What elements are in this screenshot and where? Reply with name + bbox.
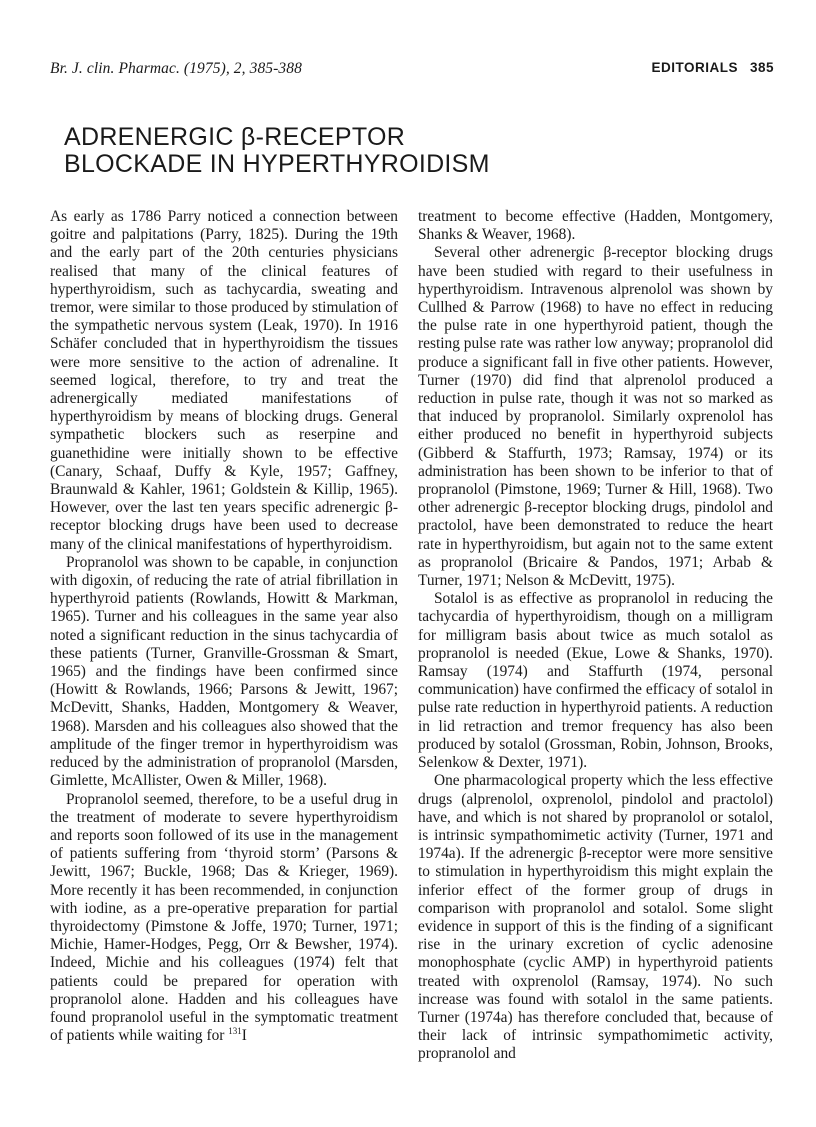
- section-label: EDITORIALS: [651, 60, 738, 75]
- paragraph: Several other adrenergic β-receptor blocking drugs have been studied with regard to their usefulness in hyperthyroidism. Intravenous alprenolol was shown by Cullhed & Parrow (1968) to have no effect in reducing the pulse rate in one hyperthyroid patient, though the resting pulse rate was rather low anyway; propranolol did produce a significant fall in five other patients. However, Turner (1970) did find that alprenolol produced a reduction in pulse rate, though it was not so marked as that induced by propranolol. Similarly oxprenolol has either produced no benefit in hyperthyroid subjects (Gibberd & Staffurth, 1973; Ramsay, 1974) or its administration has been shown to be inferior to that of propranolol (Pimstone, 1969; Turner & Hill, 1968). Two other adrenergic β-receptor blocking drugs, pindolol and practolol, have been demonstrated to reduce the heart rate in hyperthyroidism, but again not to the same extent as propranolol (Bricaire & Pandos, 1971; Arbab & Turner, 1971; Nelson & McDevitt, 1975).: [418, 244, 773, 590]
- paragraph: Propranolol was shown to be capable, in conjunction with digoxin, of reducing the rate of atrial fibrillation in hyperthyroid patients (Rowlands, Howitt & Markman, 1965). Turner and his colleagues in the same year also noted a significant reduction in the sinus tachycardia of these patients (Turner, Granville-Grossman & Smart, 1965) and the findings have been confirmed since (Howitt & Rowlands, 1966; Parsons & Jewitt, 1967; McDevitt, Shanks, Hadden, Montgomery & Weaver, 1968). Marsden and his colleagues also showed that the amplitude of the finger tremor in hyperthyroidism was reduced by the administration of propranolol (Marsden, Gimlette, McAllister, Owen & Miller, 1968).: [50, 553, 398, 790]
- paragraph: [50, 791, 398, 1046]
- page-number: 385: [749, 60, 774, 75]
- running-header: [651, 60, 774, 75]
- article-title: [64, 124, 490, 178]
- paragraph-continuation: treatment to become effective (Hadden, Montgomery, Shanks & Weaver, 1968).: [418, 208, 773, 244]
- journal-citation: Br. J. clin. Pharmac. (1975), 2, 385-388: [50, 60, 302, 77]
- right-column: [418, 208, 773, 1064]
- left-column: [50, 208, 398, 1045]
- paragraph: As early as 1786 Parry noticed a connection between goitre and palpitations (Parry, 1825). During the 19th and the early part of the 20th centuries physicians realised that many of the clinical features of hyperthyroidism, such as tachycardia, sweating and tremor, were similar to those produced by stimulation of the sympathetic nervous system (Leak, 1970). In 1916 Schäfer concluded that in hyperthyroidism the tissues were more sensitive to the action of adrenaline. It seemed logical, therefore, to try and treat the adrenergically mediated manifestations of hyperthyroidism by means of blocking drugs. General sympathetic blockers such as reserpine and guanethidine were initially shown to be effective (Canary, Schaaf, Duffy & Kyle, 1957; Gaffney, Braunwald & Kahler, 1961; Goldstein & Killip, 1965). However, over the last ten years specific adrenergic β-receptor blocking drugs have been used to decrease many of the clinical manifestations of hyperthyroidism.: [50, 208, 398, 553]
- paragraph-text: Propranolol seemed, therefore, to be a useful drug in the treatment of moderate to severe hyperthyroidism and reports soon followed of its use in the management of patients suffering from ‘thyroid storm’ (Parsons & Jewitt, 1967; Buckle, 1968; Das & Krieger, 1969). More recently it has been recommended, in conjunction with iodine, as a pre-operative preparation for partial thyroidectomy (Pimstone & Joffe, 1970; Turner, 1971; Michie, Hamer-Hodges, Pegg, Orr & Bewsher, 1974). Indeed, Michie and his colleagues (1974) felt that patients could be prepared for operation with propranolol alone. Hadden and his colleagues have found propranolol useful in the symptomatic treatment of patients while waiting for: [50, 790, 398, 1045]
- title-line-1: ADRENERGIC β-RECEPTOR: [64, 123, 406, 151]
- title-line-2: BLOCKADE IN HYPERTHYROIDISM: [64, 150, 490, 178]
- paragraph: One pharmacological property which the less effective drugs (alprenolol, oxprenolol, pindolol and practolol) have, and which is not shared by propranolol or sotalol, is intrinsic sympathomimetic activity (Turner, 1971 and 1974a). If the adrenergic β-receptor were more sensitive to stimulation in hyperthyroidism this might explain the inferior effect of the former group of drugs in comparison with propranolol and sotalol. Some slight evidence in support of this is the finding of a significant rise in the urinary excretion of cyclic adenosine monophosphate (cyclic AMP) in hyperthyroid patients treated with oxprenolol (Ramsay, 1974). No such increase was found with sotalol in the same patients. Turner (1974a) has therefore concluded that, because of their lack of intrinsic sympathomimetic activity, propranolol and: [418, 772, 773, 1063]
- isotope-symbol: I: [241, 1027, 247, 1045]
- paragraph: Sotalol is as effective as propranolol in reducing the tachycardia of hyperthyroidism, though on a milligram for milligram basis about twice as much sotalol as propranolol is needed (Ekue, Lowe & Shanks, 1970). Ramsay (1974) and Staffurth (1974, personal communication) have confirmed the efficacy of sotalol in pulse rate reduction in hyperthyroid patients. A reduction in lid retraction and tremor frequency has also been produced by sotalol (Grossman, Robin, Johnson, Brooks, Selenkow & Dexter, 1971).: [418, 590, 773, 772]
- isotope-superscript: 131: [228, 1026, 242, 1037]
